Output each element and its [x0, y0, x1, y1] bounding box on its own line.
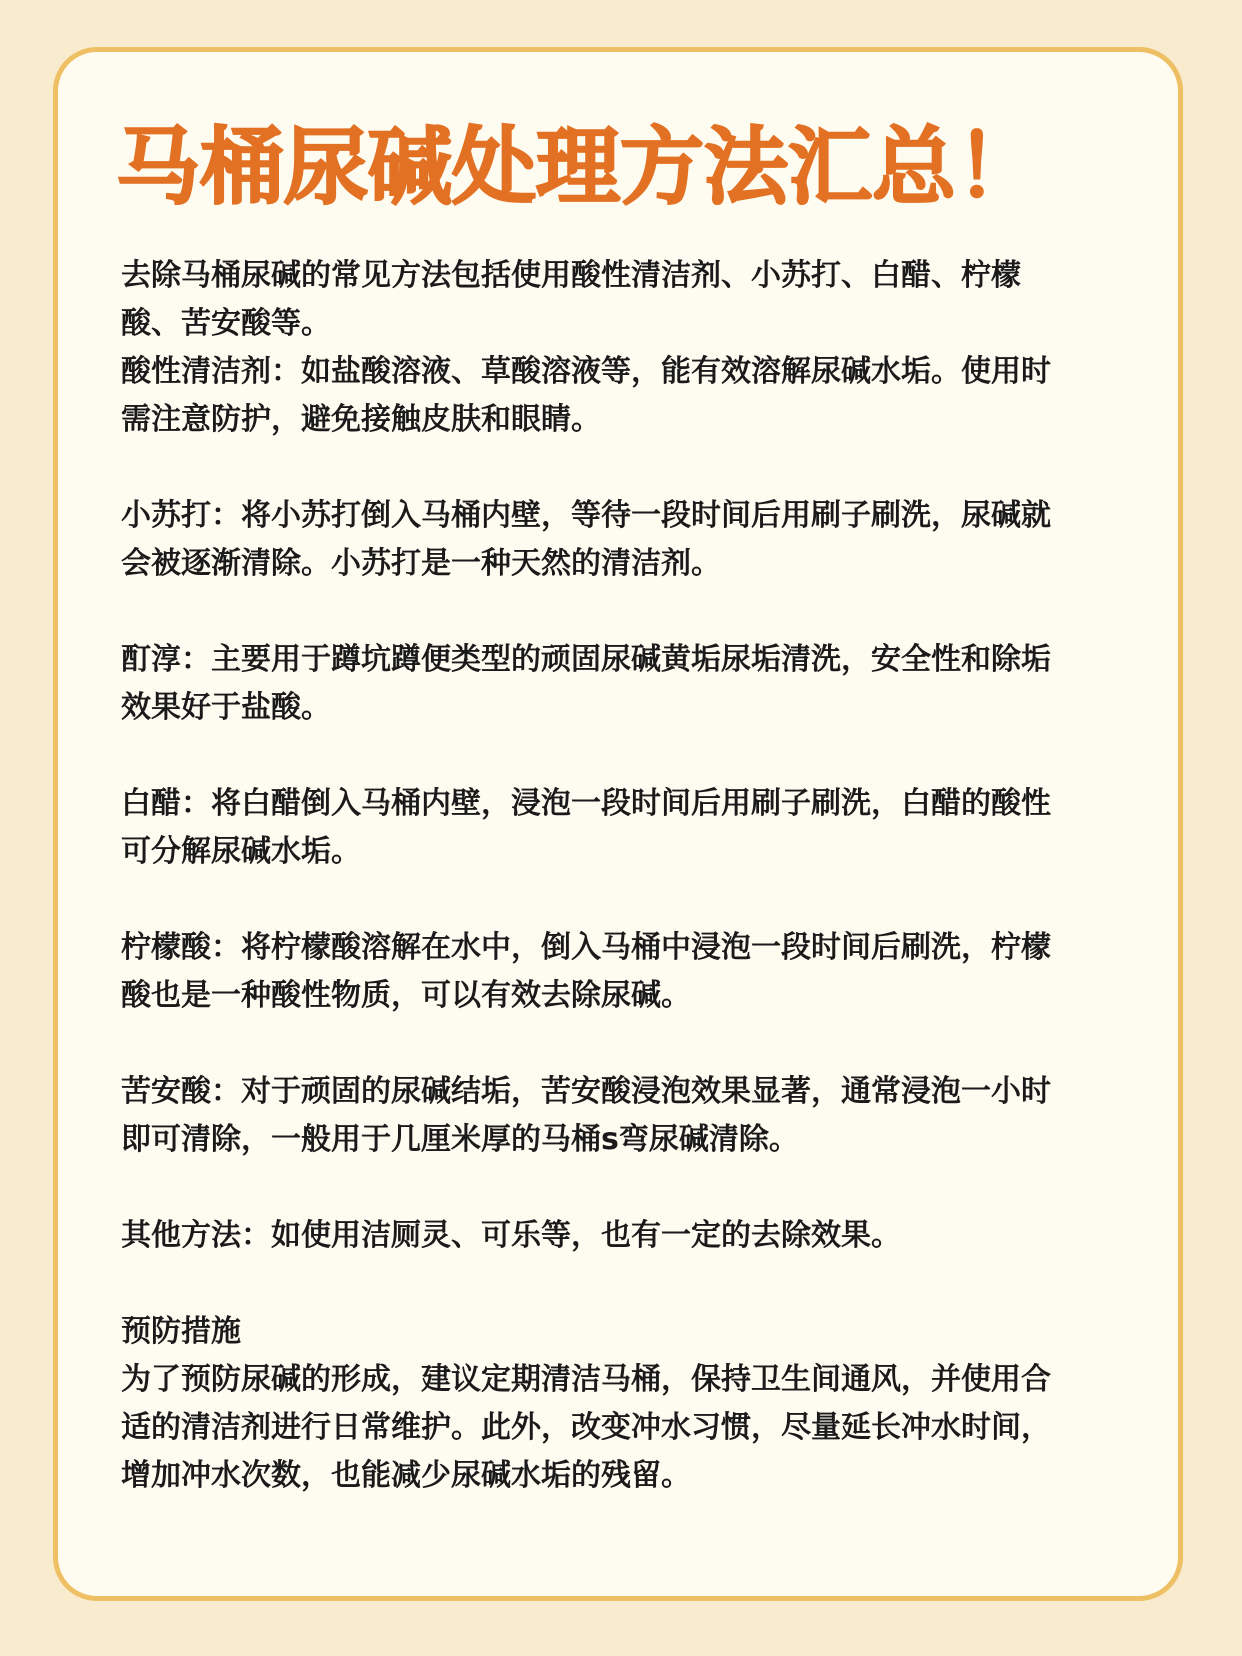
paragraph-dingchun: 酊淳：主要用于蹲坑蹲便类型的顽固尿碱黄垢尿垢清洗，安全性和除垢 效果好于盐酸。 — [121, 642, 1051, 725]
paragraph-baking-soda: 小苏打：将小苏打倒入马桶内壁，等待一段时间后用刷子刷洗，尿碱就 会被逐渐清除。小苏打是一种天然的清洁剂。 — [121, 498, 1051, 581]
paragraph-acid-cleaner: 酸性清洁剂：如盐酸溶液、草酸溶液等，能有效溶解尿碱水垢。使用时 需注意防护，避免接触皮肤和眼睛。 — [121, 354, 1051, 437]
paragraph-spacer — [121, 588, 1131, 636]
paragraph-other-methods: 其他方法：如使用洁厕灵、可乐等，也有一定的去除效果。 — [121, 1218, 901, 1253]
paragraph-spacer — [121, 1164, 1131, 1212]
page-title: 马桶尿碱处理方法汇总！ — [116, 118, 1041, 216]
paragraph-spacer — [121, 732, 1131, 780]
content-card — [53, 47, 1183, 1601]
prevention-heading: 预防措施 — [121, 1314, 241, 1349]
paragraph-intro: 去除马桶尿碱的常见方法包括使用酸性清洁剂、小苏打、白醋、柠檬 酸、苦安酸等。 — [121, 258, 1021, 341]
paragraph-white-vinegar: 白醋：将白醋倒入马桶内壁，浸泡一段时间后用刷子刷洗，白醋的酸性 可分解尿碱水垢。 — [121, 786, 1051, 869]
paragraph-kuan-acid: 苦安酸：对于顽固的尿碱结垢，苦安酸浸泡效果显著，通常浸泡一小时 即可清除，一般用于几厘米厚的马桶s弯尿碱清除。 — [121, 1074, 1051, 1157]
paragraph-citric-acid: 柠檬酸：将柠檬酸溶解在水中，倒入马桶中浸泡一段时间后刷洗，柠檬 酸也是一种酸性物质，可以有效去除尿碱。 — [121, 930, 1051, 1013]
paragraph-spacer — [121, 1020, 1131, 1068]
paragraph-spacer — [121, 876, 1131, 924]
paragraph-prevention: 为了预防尿碱的形成，建议定期清洁马桶，保持卫生间通风，并使用合 适的清洁剂进行日常维护。此外，改变冲水习惯，尽量延长冲水时间， 增加冲水次数，也能减少尿碱水垢的残留。 — [121, 1362, 1051, 1493]
article-body — [121, 252, 1131, 1500]
paragraph-spacer — [121, 444, 1131, 492]
paragraph-spacer — [121, 1260, 1131, 1308]
